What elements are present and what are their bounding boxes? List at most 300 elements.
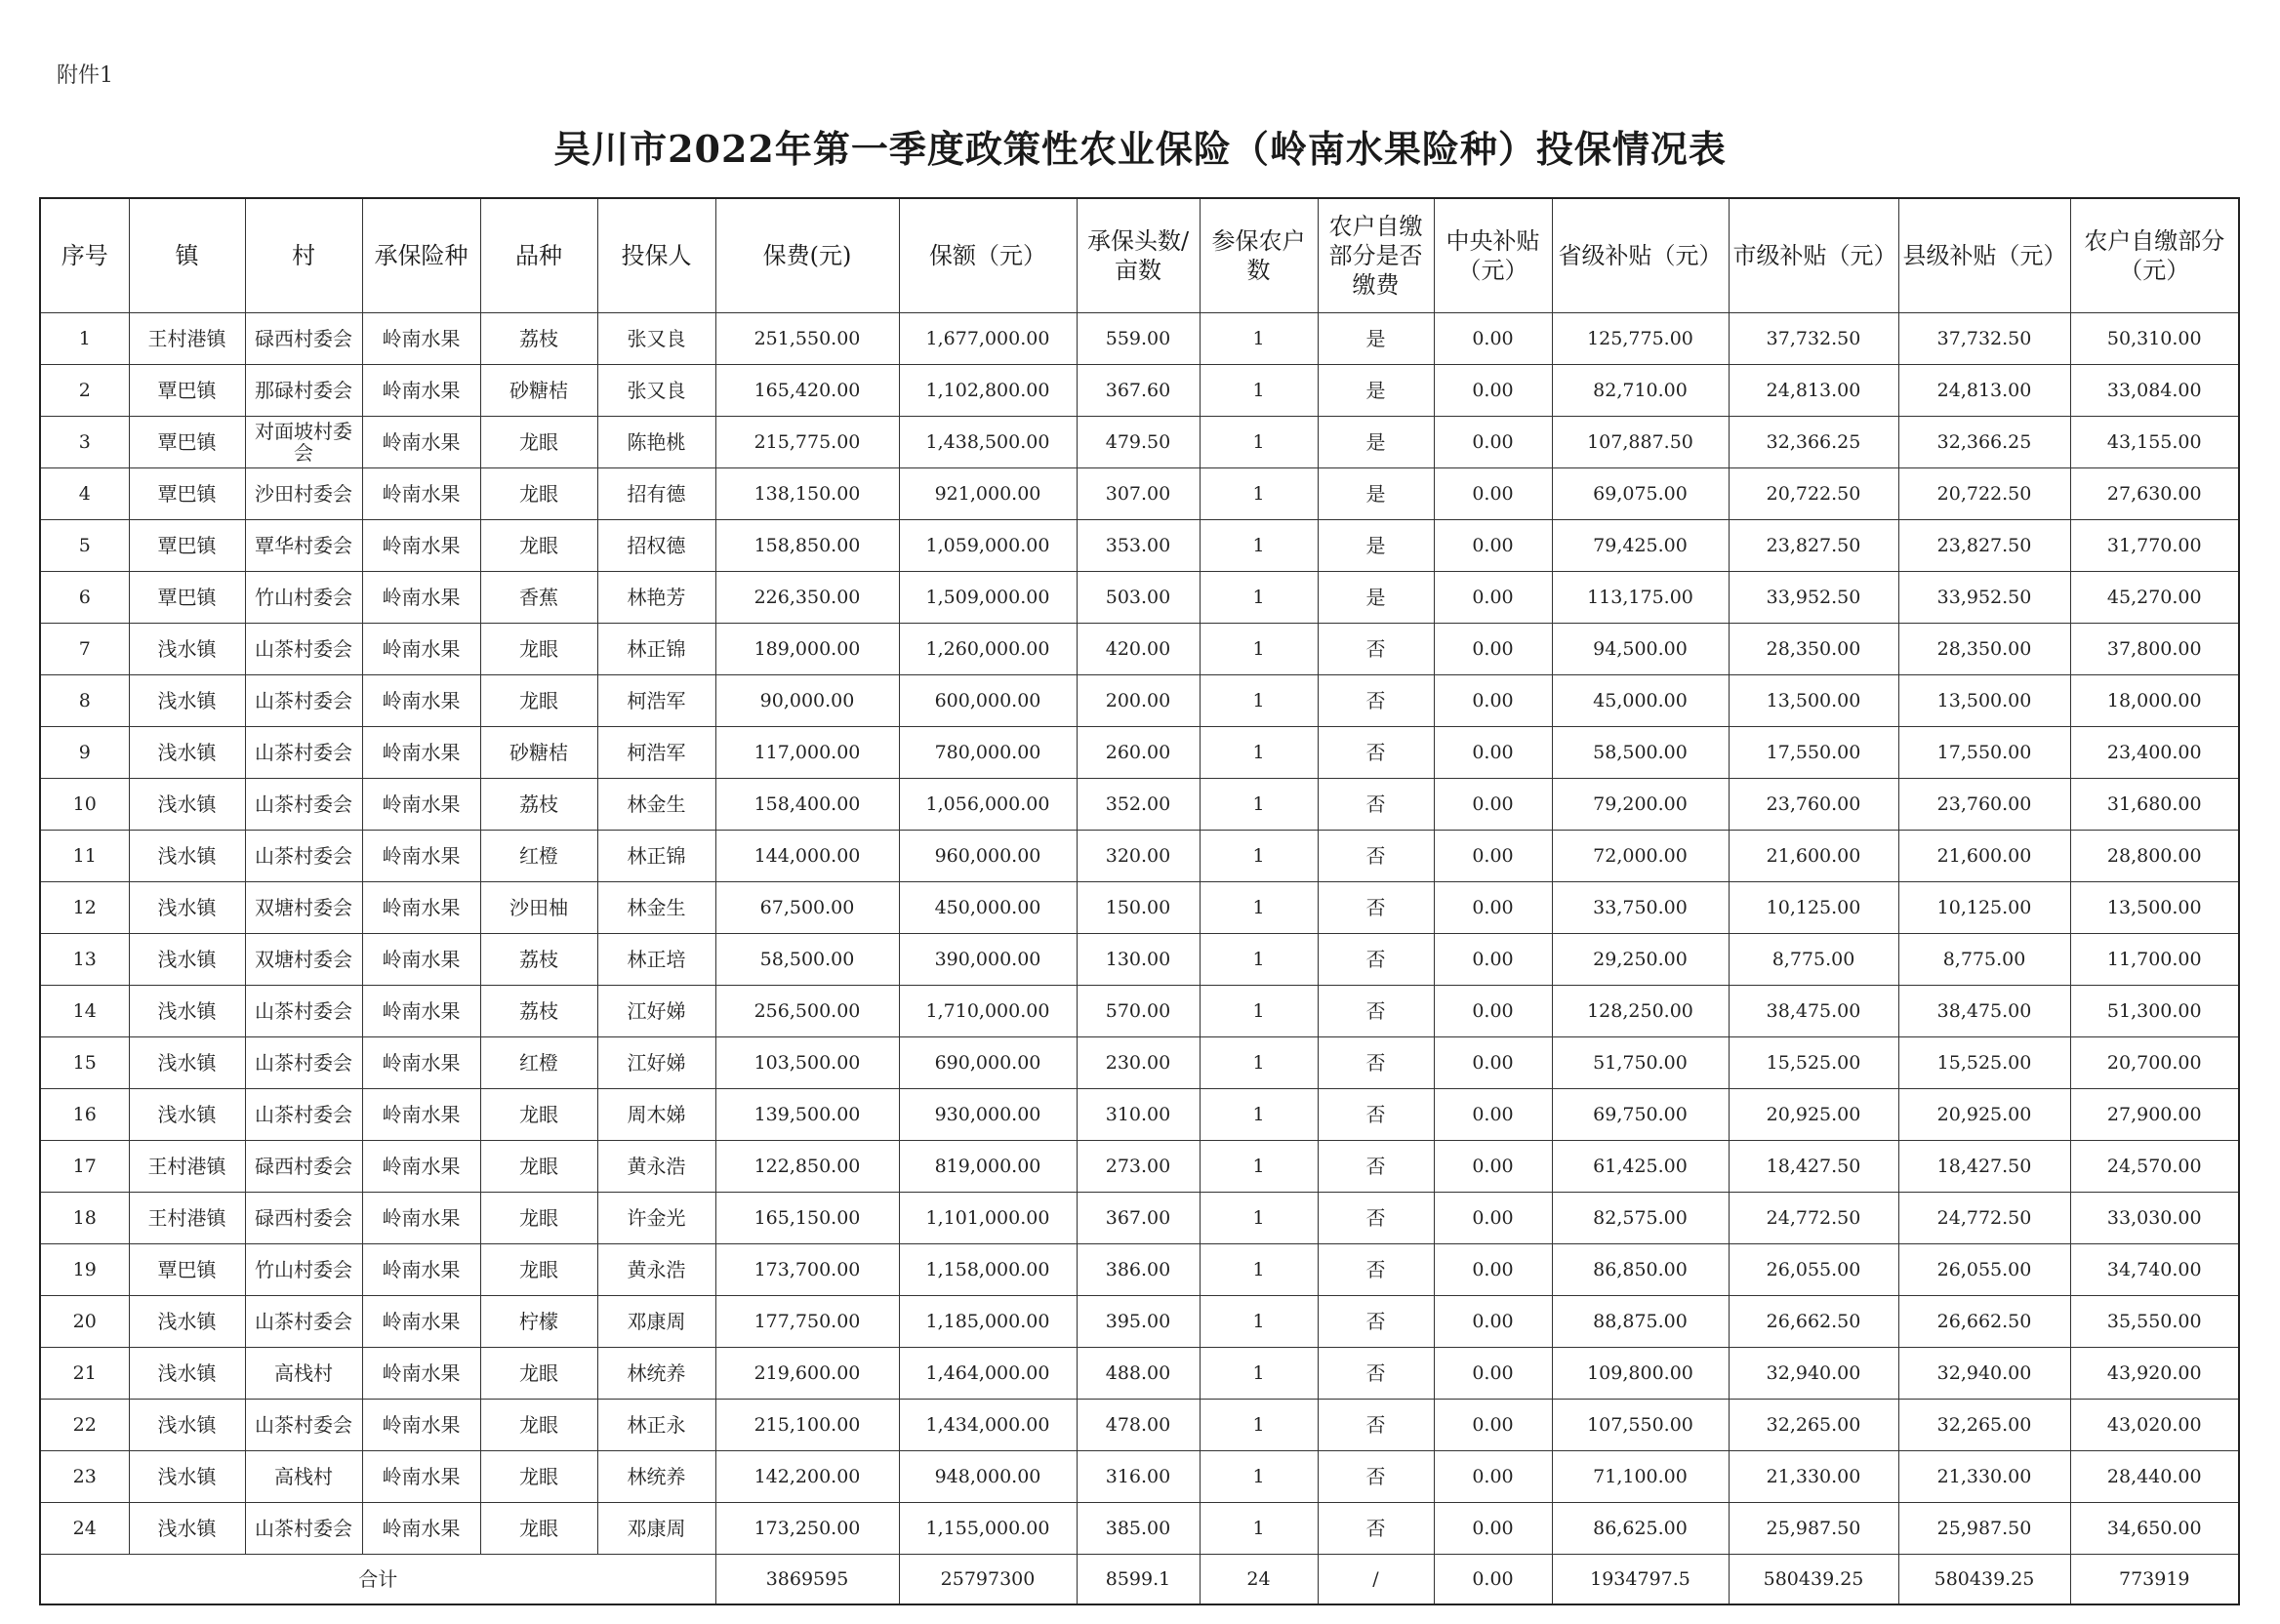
cell-self-paid: 否 <box>1318 1089 1434 1141</box>
cell-insurance-type: 岭南水果 <box>362 520 480 572</box>
cell-seq: 1 <box>40 313 129 365</box>
cell-central-subsidy: 0.00 <box>1434 831 1552 882</box>
cell-insured: 柯浩军 <box>597 727 715 779</box>
cell-premium: 122,850.00 <box>715 1141 899 1193</box>
cell-variety: 荔枝 <box>480 779 597 831</box>
cell-insurance-type: 岭南水果 <box>362 417 480 468</box>
cell-households: 1 <box>1200 417 1318 468</box>
table-row <box>40 779 2239 831</box>
cell-coverage: 921,000.00 <box>899 468 1077 520</box>
cell-town: 浅水镇 <box>129 831 245 882</box>
header-city-subsidy: 市级补贴（元） <box>1729 198 1898 313</box>
cell-provincial-subsidy: 33,750.00 <box>1552 882 1729 934</box>
cell-insurance-type: 岭南水果 <box>362 365 480 417</box>
cell-variety: 香蕉 <box>480 572 597 624</box>
cell-central-subsidy: 0.00 <box>1434 882 1552 934</box>
cell-provincial-subsidy: 58,500.00 <box>1552 727 1729 779</box>
cell-central-subsidy: 0.00 <box>1434 675 1552 727</box>
cell-insurance-type: 岭南水果 <box>362 675 480 727</box>
cell-variety: 荔枝 <box>480 313 597 365</box>
cell-self-paid: 否 <box>1318 1296 1434 1348</box>
cell-variety: 砂糖桔 <box>480 365 597 417</box>
header-insurance-type: 承保险种 <box>362 198 480 313</box>
cell-village: 竹山村委会 <box>245 572 362 624</box>
cell-village: 山茶村委会 <box>245 831 362 882</box>
cell-mu: 386.00 <box>1077 1244 1200 1296</box>
cell-village: 山茶村委会 <box>245 727 362 779</box>
cell-mu: 420.00 <box>1077 624 1200 675</box>
cell-central-subsidy: 0.00 <box>1434 417 1552 468</box>
cell-central-subsidy: 0.00 <box>1434 986 1552 1037</box>
cell-premium: 67,500.00 <box>715 882 899 934</box>
cell-farmer-part: 31,680.00 <box>2070 779 2239 831</box>
cell-seq: 20 <box>40 1296 129 1348</box>
cell-farmer-part: 18,000.00 <box>2070 675 2239 727</box>
cell-insured: 陈艳桃 <box>597 417 715 468</box>
cell-seq: 2 <box>40 365 129 417</box>
cell-county-subsidy: 23,827.50 <box>1898 520 2070 572</box>
cell-central-subsidy: 0.00 <box>1434 1503 1552 1555</box>
cell-seq: 4 <box>40 468 129 520</box>
cell-self-paid: 是 <box>1318 520 1434 572</box>
cell-village: 双塘村委会 <box>245 882 362 934</box>
cell-self-paid: 否 <box>1318 882 1434 934</box>
cell-households: 1 <box>1200 1037 1318 1089</box>
cell-town: 浅水镇 <box>129 624 245 675</box>
cell-village: 山茶村委会 <box>245 779 362 831</box>
cell-central-subsidy: 0.00 <box>1434 365 1552 417</box>
cell-seq: 5 <box>40 520 129 572</box>
cell-city-subsidy: 24,813.00 <box>1729 365 1898 417</box>
table-body <box>40 313 2239 1555</box>
cell-seq: 7 <box>40 624 129 675</box>
total-county: 580439.25 <box>1898 1555 2070 1605</box>
cell-variety: 龙眼 <box>480 1400 597 1451</box>
cell-provincial-subsidy: 107,887.50 <box>1552 417 1729 468</box>
header-central-subsidy: 中央补贴（元） <box>1434 198 1552 313</box>
cell-city-subsidy: 15,525.00 <box>1729 1037 1898 1089</box>
cell-village: 对面坡村委会 <box>245 417 362 468</box>
table-row <box>40 831 2239 882</box>
cell-farmer-part: 51,300.00 <box>2070 986 2239 1037</box>
cell-insurance-type: 岭南水果 <box>362 1089 480 1141</box>
cell-coverage: 1,059,000.00 <box>899 520 1077 572</box>
cell-seq: 24 <box>40 1503 129 1555</box>
cell-county-subsidy: 37,732.50 <box>1898 313 2070 365</box>
table-row <box>40 572 2239 624</box>
total-self-paid: / <box>1318 1555 1434 1605</box>
cell-variety: 龙眼 <box>480 417 597 468</box>
cell-variety: 龙眼 <box>480 1089 597 1141</box>
cell-farmer-part: 20,700.00 <box>2070 1037 2239 1089</box>
cell-town: 浅水镇 <box>129 1451 245 1503</box>
cell-seq: 6 <box>40 572 129 624</box>
cell-seq: 21 <box>40 1348 129 1400</box>
cell-insurance-type: 岭南水果 <box>362 1193 480 1244</box>
cell-premium: 90,000.00 <box>715 675 899 727</box>
cell-city-subsidy: 13,500.00 <box>1729 675 1898 727</box>
cell-farmer-part: 13,500.00 <box>2070 882 2239 934</box>
cell-coverage: 780,000.00 <box>899 727 1077 779</box>
cell-seq: 11 <box>40 831 129 882</box>
cell-county-subsidy: 10,125.00 <box>1898 882 2070 934</box>
table-row <box>40 313 2239 365</box>
cell-central-subsidy: 0.00 <box>1434 313 1552 365</box>
cell-coverage: 1,102,800.00 <box>899 365 1077 417</box>
cell-county-subsidy: 32,265.00 <box>1898 1400 2070 1451</box>
cell-town: 浅水镇 <box>129 1089 245 1141</box>
cell-county-subsidy: 17,550.00 <box>1898 727 2070 779</box>
cell-village: 双塘村委会 <box>245 934 362 986</box>
cell-variety: 龙眼 <box>480 520 597 572</box>
cell-city-subsidy: 17,550.00 <box>1729 727 1898 779</box>
cell-households: 1 <box>1200 1503 1318 1555</box>
header-premium: 保费(元) <box>715 198 899 313</box>
cell-farmer-part: 33,084.00 <box>2070 365 2239 417</box>
cell-mu: 395.00 <box>1077 1296 1200 1348</box>
cell-self-paid: 否 <box>1318 1503 1434 1555</box>
cell-central-subsidy: 0.00 <box>1434 624 1552 675</box>
cell-households: 1 <box>1200 1348 1318 1400</box>
cell-coverage: 1,185,000.00 <box>899 1296 1077 1348</box>
cell-city-subsidy: 37,732.50 <box>1729 313 1898 365</box>
cell-self-paid: 是 <box>1318 365 1434 417</box>
cell-county-subsidy: 21,330.00 <box>1898 1451 2070 1503</box>
cell-county-subsidy: 18,427.50 <box>1898 1141 2070 1193</box>
cell-central-subsidy: 0.00 <box>1434 1348 1552 1400</box>
table-row <box>40 365 2239 417</box>
cell-coverage: 1,710,000.00 <box>899 986 1077 1037</box>
cell-mu: 273.00 <box>1077 1141 1200 1193</box>
cell-premium: 165,150.00 <box>715 1193 899 1244</box>
cell-insurance-type: 岭南水果 <box>362 1400 480 1451</box>
cell-farmer-part: 43,920.00 <box>2070 1348 2239 1400</box>
total-farmer-part: 773919 <box>2070 1555 2239 1605</box>
cell-insured: 许金光 <box>597 1193 715 1244</box>
cell-insurance-type: 岭南水果 <box>362 572 480 624</box>
cell-city-subsidy: 20,722.50 <box>1729 468 1898 520</box>
cell-mu: 320.00 <box>1077 831 1200 882</box>
header-mu: 承保头数/亩数 <box>1077 198 1200 313</box>
cell-insurance-type: 岭南水果 <box>362 727 480 779</box>
cell-self-paid: 否 <box>1318 624 1434 675</box>
cell-village: 山茶村委会 <box>245 1400 362 1451</box>
table-row <box>40 1503 2239 1555</box>
attachment-label: 附件1 <box>57 63 113 88</box>
cell-mu: 488.00 <box>1077 1348 1200 1400</box>
cell-mu: 352.00 <box>1077 779 1200 831</box>
cell-insured: 张又良 <box>597 313 715 365</box>
cell-households: 1 <box>1200 365 1318 417</box>
cell-provincial-subsidy: 109,800.00 <box>1552 1348 1729 1400</box>
cell-city-subsidy: 32,940.00 <box>1729 1348 1898 1400</box>
table-row <box>40 986 2239 1037</box>
cell-households: 1 <box>1200 1244 1318 1296</box>
cell-coverage: 450,000.00 <box>899 882 1077 934</box>
cell-self-paid: 否 <box>1318 727 1434 779</box>
cell-self-paid: 否 <box>1318 986 1434 1037</box>
cell-insured: 林正锦 <box>597 831 715 882</box>
cell-farmer-part: 43,020.00 <box>2070 1400 2239 1451</box>
cell-central-subsidy: 0.00 <box>1434 520 1552 572</box>
header-seq: 序号 <box>40 198 129 313</box>
table-row <box>40 1244 2239 1296</box>
cell-households: 1 <box>1200 675 1318 727</box>
cell-coverage: 1,260,000.00 <box>899 624 1077 675</box>
cell-village: 碌西村委会 <box>245 1141 362 1193</box>
cell-households: 1 <box>1200 727 1318 779</box>
cell-city-subsidy: 20,925.00 <box>1729 1089 1898 1141</box>
cell-county-subsidy: 25,987.50 <box>1898 1503 2070 1555</box>
cell-town: 覃巴镇 <box>129 417 245 468</box>
cell-city-subsidy: 32,366.25 <box>1729 417 1898 468</box>
cell-provincial-subsidy: 107,550.00 <box>1552 1400 1729 1451</box>
cell-premium: 256,500.00 <box>715 986 899 1037</box>
table-header-row <box>40 198 2239 313</box>
cell-central-subsidy: 0.00 <box>1434 1296 1552 1348</box>
cell-coverage: 930,000.00 <box>899 1089 1077 1141</box>
cell-central-subsidy: 0.00 <box>1434 572 1552 624</box>
cell-seq: 17 <box>40 1141 129 1193</box>
cell-seq: 9 <box>40 727 129 779</box>
cell-city-subsidy: 18,427.50 <box>1729 1141 1898 1193</box>
cell-mu: 503.00 <box>1077 572 1200 624</box>
cell-variety: 龙眼 <box>480 675 597 727</box>
cell-households: 1 <box>1200 986 1318 1037</box>
cell-provincial-subsidy: 79,200.00 <box>1552 779 1729 831</box>
cell-insured: 江好娣 <box>597 986 715 1037</box>
cell-county-subsidy: 26,662.50 <box>1898 1296 2070 1348</box>
cell-town: 浅水镇 <box>129 986 245 1037</box>
cell-insured: 林金生 <box>597 882 715 934</box>
cell-town: 浅水镇 <box>129 1296 245 1348</box>
cell-variety: 龙眼 <box>480 468 597 520</box>
table-row <box>40 882 2239 934</box>
table-row <box>40 624 2239 675</box>
cell-central-subsidy: 0.00 <box>1434 727 1552 779</box>
cell-mu: 367.60 <box>1077 365 1200 417</box>
cell-insurance-type: 岭南水果 <box>362 1141 480 1193</box>
cell-city-subsidy: 24,772.50 <box>1729 1193 1898 1244</box>
cell-village: 山茶村委会 <box>245 624 362 675</box>
cell-central-subsidy: 0.00 <box>1434 1400 1552 1451</box>
cell-coverage: 390,000.00 <box>899 934 1077 986</box>
cell-insured: 邓康周 <box>597 1296 715 1348</box>
cell-self-paid: 否 <box>1318 675 1434 727</box>
cell-central-subsidy: 0.00 <box>1434 468 1552 520</box>
table-row <box>40 1348 2239 1400</box>
cell-insurance-type: 岭南水果 <box>362 1037 480 1089</box>
cell-households: 1 <box>1200 1451 1318 1503</box>
cell-seq: 16 <box>40 1089 129 1141</box>
cell-village: 碌西村委会 <box>245 1193 362 1244</box>
cell-households: 1 <box>1200 1141 1318 1193</box>
header-coverage: 保额（元） <box>899 198 1077 313</box>
cell-premium: 189,000.00 <box>715 624 899 675</box>
cell-central-subsidy: 0.00 <box>1434 934 1552 986</box>
cell-county-subsidy: 23,760.00 <box>1898 779 2070 831</box>
cell-town: 覃巴镇 <box>129 365 245 417</box>
cell-seq: 8 <box>40 675 129 727</box>
cell-provincial-subsidy: 94,500.00 <box>1552 624 1729 675</box>
cell-self-paid: 否 <box>1318 1193 1434 1244</box>
table-row <box>40 675 2239 727</box>
cell-mu: 385.00 <box>1077 1503 1200 1555</box>
cell-coverage: 1,158,000.00 <box>899 1244 1077 1296</box>
cell-variety: 龙眼 <box>480 1193 597 1244</box>
cell-city-subsidy: 26,662.50 <box>1729 1296 1898 1348</box>
cell-provincial-subsidy: 71,100.00 <box>1552 1451 1729 1503</box>
cell-coverage: 960,000.00 <box>899 831 1077 882</box>
cell-provincial-subsidy: 82,710.00 <box>1552 365 1729 417</box>
cell-provincial-subsidy: 45,000.00 <box>1552 675 1729 727</box>
cell-county-subsidy: 8,775.00 <box>1898 934 2070 986</box>
cell-insurance-type: 岭南水果 <box>362 1244 480 1296</box>
total-households: 24 <box>1200 1555 1318 1605</box>
cell-premium: 165,420.00 <box>715 365 899 417</box>
cell-insurance-type: 岭南水果 <box>362 624 480 675</box>
cell-farmer-part: 34,740.00 <box>2070 1244 2239 1296</box>
cell-provincial-subsidy: 79,425.00 <box>1552 520 1729 572</box>
cell-county-subsidy: 20,925.00 <box>1898 1089 2070 1141</box>
cell-seq: 22 <box>40 1400 129 1451</box>
cell-seq: 10 <box>40 779 129 831</box>
cell-households: 1 <box>1200 779 1318 831</box>
cell-variety: 龙眼 <box>480 1451 597 1503</box>
cell-farmer-part: 27,630.00 <box>2070 468 2239 520</box>
cell-variety: 龙眼 <box>480 1141 597 1193</box>
cell-households: 1 <box>1200 1296 1318 1348</box>
cell-coverage: 690,000.00 <box>899 1037 1077 1089</box>
cell-coverage: 1,056,000.00 <box>899 779 1077 831</box>
cell-town: 浅水镇 <box>129 934 245 986</box>
cell-central-subsidy: 0.00 <box>1434 779 1552 831</box>
cell-premium: 215,100.00 <box>715 1400 899 1451</box>
cell-self-paid: 否 <box>1318 1037 1434 1089</box>
cell-city-subsidy: 28,350.00 <box>1729 624 1898 675</box>
cell-mu: 559.00 <box>1077 313 1200 365</box>
total-mu: 8599.1 <box>1077 1555 1200 1605</box>
cell-coverage: 1,434,000.00 <box>899 1400 1077 1451</box>
insurance-table <box>39 197 2240 1605</box>
cell-households: 1 <box>1200 313 1318 365</box>
cell-households: 1 <box>1200 624 1318 675</box>
cell-insurance-type: 岭南水果 <box>362 831 480 882</box>
cell-farmer-part: 28,800.00 <box>2070 831 2239 882</box>
cell-farmer-part: 43,155.00 <box>2070 417 2239 468</box>
cell-farmer-part: 45,270.00 <box>2070 572 2239 624</box>
cell-households: 1 <box>1200 882 1318 934</box>
cell-central-subsidy: 0.00 <box>1434 1037 1552 1089</box>
cell-coverage: 1,509,000.00 <box>899 572 1077 624</box>
cell-mu: 150.00 <box>1077 882 1200 934</box>
table-row <box>40 1141 2239 1193</box>
cell-provincial-subsidy: 61,425.00 <box>1552 1141 1729 1193</box>
cell-premium: 144,000.00 <box>715 831 899 882</box>
cell-seq: 3 <box>40 417 129 468</box>
cell-mu: 478.00 <box>1077 1400 1200 1451</box>
cell-insured: 周木娣 <box>597 1089 715 1141</box>
cell-premium: 226,350.00 <box>715 572 899 624</box>
total-central: 0.00 <box>1434 1555 1552 1605</box>
cell-town: 王村港镇 <box>129 1193 245 1244</box>
cell-insured: 林统养 <box>597 1348 715 1400</box>
cell-insured: 柯浩军 <box>597 675 715 727</box>
cell-provincial-subsidy: 69,750.00 <box>1552 1089 1729 1141</box>
cell-central-subsidy: 0.00 <box>1434 1193 1552 1244</box>
cell-variety: 荔枝 <box>480 934 597 986</box>
cell-variety: 红橙 <box>480 831 597 882</box>
cell-mu: 353.00 <box>1077 520 1200 572</box>
cell-households: 1 <box>1200 831 1318 882</box>
cell-provincial-subsidy: 72,000.00 <box>1552 831 1729 882</box>
cell-provincial-subsidy: 128,250.00 <box>1552 986 1729 1037</box>
cell-town: 覃巴镇 <box>129 520 245 572</box>
cell-town: 浅水镇 <box>129 727 245 779</box>
cell-farmer-part: 31,770.00 <box>2070 520 2239 572</box>
cell-mu: 479.50 <box>1077 417 1200 468</box>
header-town: 镇 <box>129 198 245 313</box>
cell-mu: 570.00 <box>1077 986 1200 1037</box>
cell-farmer-part: 34,650.00 <box>2070 1503 2239 1555</box>
cell-county-subsidy: 24,813.00 <box>1898 365 2070 417</box>
cell-premium: 158,850.00 <box>715 520 899 572</box>
cell-premium: 142,200.00 <box>715 1451 899 1503</box>
cell-town: 覃巴镇 <box>129 1244 245 1296</box>
cell-coverage: 948,000.00 <box>899 1451 1077 1503</box>
cell-insured: 黄永浩 <box>597 1244 715 1296</box>
cell-insurance-type: 岭南水果 <box>362 882 480 934</box>
cell-variety: 龙眼 <box>480 1348 597 1400</box>
table-row <box>40 1089 2239 1141</box>
cell-premium: 219,600.00 <box>715 1348 899 1400</box>
cell-farmer-part: 23,400.00 <box>2070 727 2239 779</box>
cell-variety: 龙眼 <box>480 1244 597 1296</box>
cell-insured: 江好娣 <box>597 1037 715 1089</box>
cell-provincial-subsidy: 69,075.00 <box>1552 468 1729 520</box>
cell-village: 沙田村委会 <box>245 468 362 520</box>
cell-mu: 230.00 <box>1077 1037 1200 1089</box>
cell-self-paid: 是 <box>1318 572 1434 624</box>
cell-insurance-type: 岭南水果 <box>362 468 480 520</box>
cell-mu: 316.00 <box>1077 1451 1200 1503</box>
cell-coverage: 1,438,500.00 <box>899 417 1077 468</box>
cell-city-subsidy: 38,475.00 <box>1729 986 1898 1037</box>
cell-town: 浅水镇 <box>129 1348 245 1400</box>
header-variety: 品种 <box>480 198 597 313</box>
cell-county-subsidy: 33,952.50 <box>1898 572 2070 624</box>
cell-county-subsidy: 20,722.50 <box>1898 468 2070 520</box>
cell-village: 山茶村委会 <box>245 1037 362 1089</box>
cell-village: 山茶村委会 <box>245 675 362 727</box>
cell-insured: 林金生 <box>597 779 715 831</box>
cell-village: 山茶村委会 <box>245 986 362 1037</box>
header-farmer-part: 农户自缴部分（元） <box>2070 198 2239 313</box>
table-row <box>40 1037 2239 1089</box>
cell-households: 1 <box>1200 934 1318 986</box>
total-city: 580439.25 <box>1729 1555 1898 1605</box>
table-row <box>40 727 2239 779</box>
cell-insurance-type: 岭南水果 <box>362 1451 480 1503</box>
cell-central-subsidy: 0.00 <box>1434 1451 1552 1503</box>
cell-insurance-type: 岭南水果 <box>362 934 480 986</box>
cell-county-subsidy: 24,772.50 <box>1898 1193 2070 1244</box>
cell-premium: 173,700.00 <box>715 1244 899 1296</box>
cell-town: 王村港镇 <box>129 1141 245 1193</box>
cell-city-subsidy: 23,827.50 <box>1729 520 1898 572</box>
total-row <box>40 1555 2239 1605</box>
cell-city-subsidy: 21,600.00 <box>1729 831 1898 882</box>
